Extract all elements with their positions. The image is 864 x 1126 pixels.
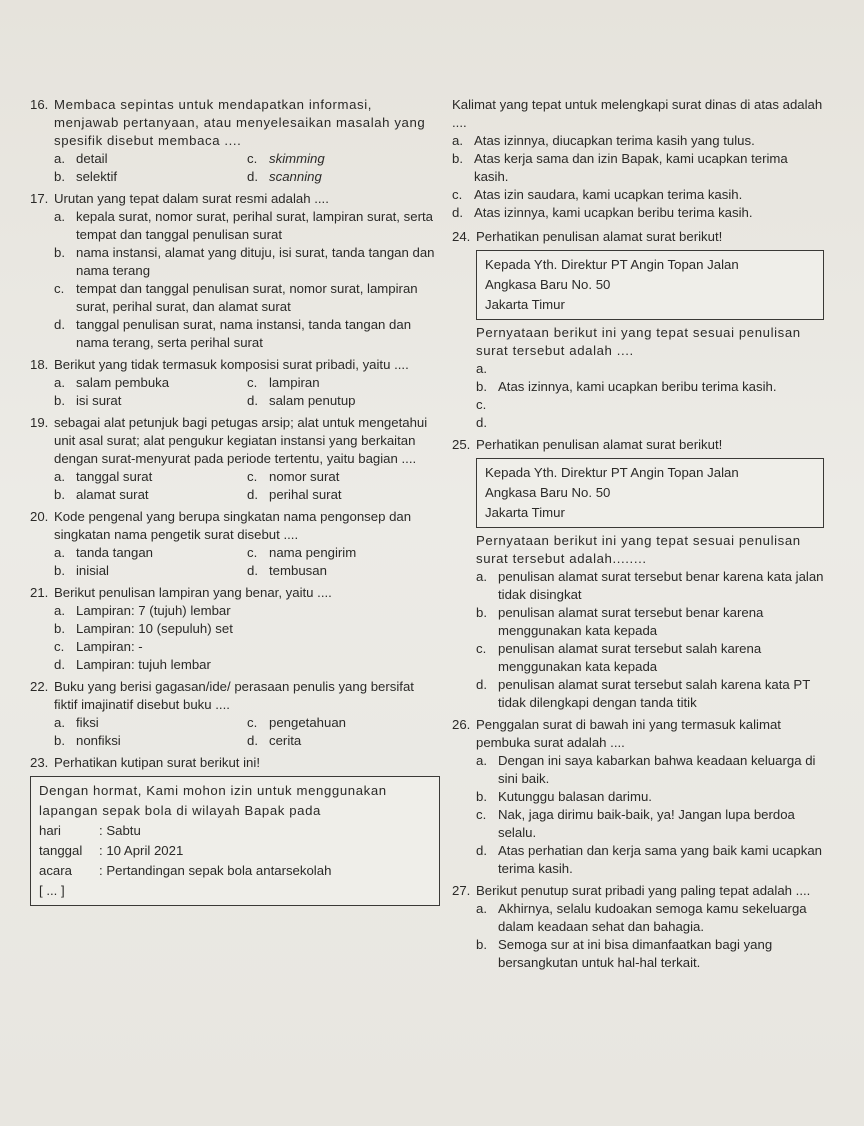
option-d[interactable]: d. Atas izinnya, kami ucapkan beribu terima kasih.: [452, 205, 753, 220]
right-column: [452, 96, 824, 974]
question-number: 16.: [30, 97, 49, 112]
option-d[interactable]: d. penulisan alamat surat tersebut salah karena kata PT tidak dilengkapi dengan tanda titik: [476, 677, 811, 710]
option-d[interactable]: d. Atas perhatian dan kerja sama yang baik kami ucapkan terima kasih.: [476, 843, 823, 876]
question-text: Perhatikan penulisan alamat surat berikut!: [476, 437, 723, 452]
question-number: 20.: [30, 509, 49, 524]
question-text: Buku yang berisi gagasan/ide/ perasaan penulis yang bersifat fiktif imajinatif disebut buku ....: [54, 679, 414, 712]
question-number: 27.: [452, 883, 471, 898]
option-c[interactable]: c. Lampiran: -: [54, 639, 143, 654]
question-text: Berikut penutup surat pribadi yang paling tepat adalah ....: [476, 883, 811, 898]
options-grid: [30, 714, 440, 750]
option-d[interactable]: d. tanggal penulisan surat, nama instansi, tanda tangan dan nama terang, serta perihal surat: [54, 317, 412, 350]
question-text: Kode pengenal yang berupa singkatan nama pengonsep dan singkatan nama pengetik surat disebut ....: [54, 509, 412, 542]
memo-ellipsis: [ ... ]: [39, 883, 65, 898]
option-a[interactable]: a. Lampiran: 7 (tujuh) lembar: [54, 603, 231, 618]
question-18: [30, 356, 440, 410]
option-c[interactable]: c.: [476, 397, 487, 412]
option-a[interactable]: a. kepala surat, nomor surat, perihal surat, lampiran surat, serta tempat dan tanggal penulisan surat: [54, 209, 433, 242]
question-24: [452, 228, 824, 432]
question-number: 25.: [452, 437, 471, 452]
option-c[interactable]: c. skimming: [247, 151, 325, 166]
question-26: [452, 716, 824, 878]
option-c[interactable]: c. penulisan alamat surat tersebut salah karena menggunakan kata kepada: [476, 641, 762, 674]
option-d[interactable]: d. scanning: [247, 169, 322, 184]
option-c[interactable]: c. lampiran: [247, 375, 320, 390]
address-line: Jakarta Timur: [485, 505, 565, 520]
question-text: Penggalan surat di bawah ini yang termasuk kalimat pembuka surat adalah ....: [476, 717, 781, 750]
memo-row-event: acara : Pertandingan sepak bola antarsekolah: [39, 863, 332, 878]
letter-excerpt-box: [30, 776, 440, 906]
left-column: [30, 96, 440, 910]
option-a[interactable]: a. detail: [54, 151, 108, 166]
question-text: Berikut yang tidak termasuk komposisi surat pribadi, yaitu ....: [54, 357, 409, 372]
option-b[interactable]: b. inisial: [54, 563, 109, 578]
option-a[interactable]: a. penulisan alamat surat tersebut benar karena kata jalan tidak disingkat: [476, 569, 824, 602]
question-23-continuation: [452, 96, 824, 222]
option-b[interactable]: b. isi surat: [54, 393, 122, 408]
option-c[interactable]: c. pengetahuan: [247, 715, 347, 730]
options-grid: [30, 544, 440, 580]
option-b[interactable]: b. nama instansi, alamat yang dituju, isi surat, tanda tangan dan nama terang: [54, 245, 435, 278]
question-text: Perhatikan kutipan surat berikut ini!: [54, 755, 260, 770]
options-grid: [30, 150, 440, 186]
option-a[interactable]: a. Atas izinnya, diucapkan terima kasih yang tulus.: [452, 133, 755, 148]
option-b[interactable]: b. Semoga sur at ini bisa dimanfaatkan bagi yang bersangkutan untuk hal-hal terkait.: [476, 937, 773, 970]
question-20: [30, 508, 440, 580]
option-a[interactable]: a. Akhirnya, selalu kudoakan semoga kamu sekeluarga dalam keadaan sehat dan bahagia.: [476, 901, 807, 934]
question-23: [30, 754, 440, 906]
option-a[interactable]: a. fiksi: [54, 715, 99, 730]
address-line: Jakarta Timur: [485, 297, 565, 312]
question-19: [30, 414, 440, 504]
question-number: 21.: [30, 585, 49, 600]
question-21: [30, 584, 440, 674]
question-number: 18.: [30, 357, 49, 372]
question-text: Kalimat yang tepat untuk melengkapi surat dinas di atas adalah ....: [452, 97, 823, 130]
question-16: [30, 96, 440, 186]
question-25: [452, 436, 824, 712]
option-d[interactable]: d. salam penutup: [247, 393, 356, 408]
memo-row-day: hari : Sabtu: [39, 823, 141, 838]
question-number: 22.: [30, 679, 49, 694]
option-a[interactable]: a.: [476, 361, 487, 376]
question-text: Berikut penulisan lampiran yang benar, yaitu ....: [54, 585, 332, 600]
option-d[interactable]: d. cerita: [247, 733, 302, 748]
option-d[interactable]: d. tembusan: [247, 563, 327, 578]
address-line: Kepada Yth. Direktur PT Angin Topan Jalan: [485, 257, 739, 272]
option-b[interactable]: b. Kutunggu balasan darimu.: [476, 789, 652, 804]
option-a[interactable]: a. salam pembuka: [54, 375, 170, 390]
question-number: 19.: [30, 415, 49, 430]
address-line: Angkasa Baru No. 50: [485, 277, 611, 292]
address-line: Kepada Yth. Direktur PT Angin Topan Jalan: [485, 465, 739, 480]
question-22: [30, 678, 440, 750]
question-text: sebagai alat petunjuk bagi petugas arsip; alat untuk mengetahui unit asal surat; alat pengukur kegiatan instansi yang berkaitan dengan surat-menyurat pada periode tertentu, yaitu bagian ....: [54, 415, 428, 466]
option-b[interactable]: b. Lampiran: 10 (sepuluh) set: [54, 621, 233, 636]
option-d[interactable]: d. perihal surat: [247, 487, 342, 502]
option-a[interactable]: a. tanggal surat: [54, 469, 153, 484]
option-d[interactable]: d.: [476, 415, 487, 430]
option-a[interactable]: a. Dengan ini saya kabarkan bahwa keadaan keluarga di sini baik.: [476, 753, 816, 786]
option-b[interactable]: b. Atas kerja sama dan izin Bapak, kami ucapkan terima kasih.: [452, 151, 788, 184]
question-number: 23.: [30, 755, 49, 770]
option-b[interactable]: b. nonfiksi: [54, 733, 121, 748]
option-c[interactable]: c. nama pengirim: [247, 545, 357, 560]
option-c[interactable]: c. Nak, jaga dirimu baik-baik, ya! Jangan lupa berdoa selalu.: [476, 807, 795, 840]
question-27: [452, 882, 824, 972]
option-a[interactable]: a. tanda tangan: [54, 545, 154, 560]
option-b[interactable]: b. Atas izinnya, kami ucapkan beribu terima kasih.: [476, 379, 777, 394]
memo-opening: Dengan hormat, Kami mohon izin untuk menggunakan lapangan sepak bola di wilayah Bapak pada: [39, 783, 387, 818]
options-grid: [30, 374, 440, 410]
question-number: 17.: [30, 191, 49, 206]
address-box: [476, 458, 824, 528]
question-text: Urutan yang tepat dalam surat resmi adalah ....: [54, 191, 329, 206]
question-17: [30, 190, 440, 352]
option-c[interactable]: c. Atas izin saudara, kami ucapkan terima kasih.: [452, 187, 743, 202]
question-prompt: Pernyataan berikut ini yang tepat sesuai penulisan surat tersebut adalah........: [476, 533, 801, 566]
option-b[interactable]: b. alamat surat: [54, 487, 149, 502]
question-number: 26.: [452, 717, 471, 732]
address-line: Angkasa Baru No. 50: [485, 485, 611, 500]
question-text: Membaca sepintas untuk mendapatkan informasi, menjawab pertanyaan, atau menyelesaikan masalah yang spesifik disebut membaca ....: [54, 97, 426, 148]
options-grid: [30, 468, 440, 504]
option-c[interactable]: c. tempat dan tanggal penulisan surat, nomor surat, lampiran surat, perihal surat, dan alamat surat: [54, 281, 418, 314]
option-d[interactable]: d. Lampiran: tujuh lembar: [54, 657, 211, 672]
question-number: 24.: [452, 229, 471, 244]
address-box: [476, 250, 824, 320]
memo-row-date: tanggal : 10 April 2021: [39, 843, 184, 858]
option-b[interactable]: b. selektif: [54, 169, 118, 184]
option-b[interactable]: b. penulisan alamat surat tersebut benar karena menggunakan kata kepada: [476, 605, 764, 638]
option-c[interactable]: c. nomor surat: [247, 469, 340, 484]
question-prompt: Pernyataan berikut ini yang tepat sesuai penulisan surat tersebut adalah ....: [476, 325, 801, 358]
question-text: Perhatikan penulisan alamat surat berikut!: [476, 229, 723, 244]
